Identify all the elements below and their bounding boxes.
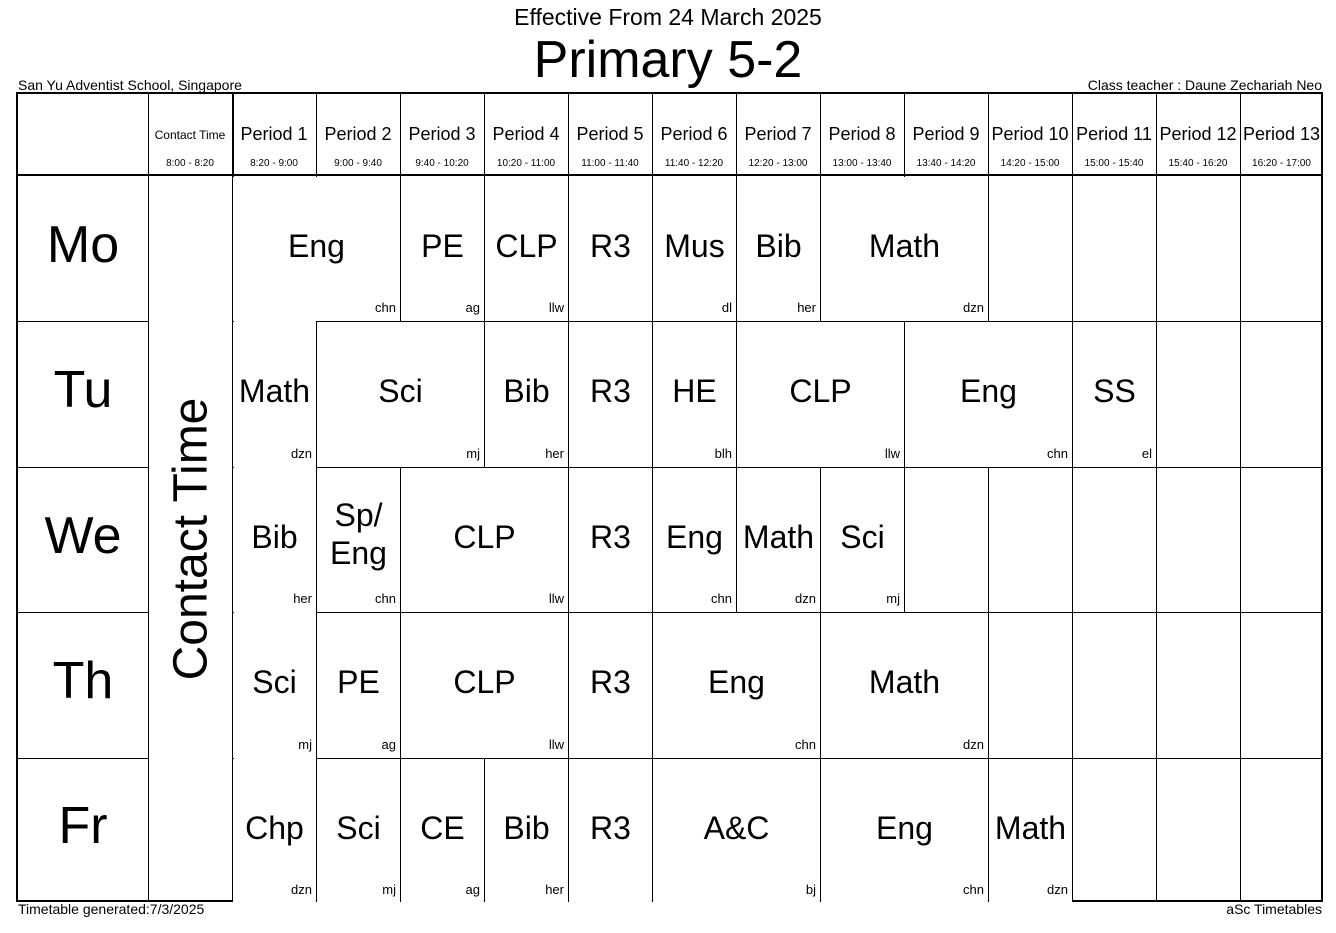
lesson-subject: SS [1093,373,1136,410]
lesson-subject: Bib [755,228,802,264]
grid-line [1240,94,1241,900]
lesson-subject: Math [742,518,815,555]
period-name: Period 6 [660,124,728,144]
period-header [1072,94,1156,174]
lesson-teacher: mj [466,445,480,461]
lesson-teacher: dzn [963,736,984,752]
lesson-teacher: bj [805,881,816,897]
lesson-cell [233,613,316,757]
period-header [148,94,232,174]
effective-date: Effective From 24 March 2025 [514,4,822,30]
lesson-teacher: chn [795,736,816,752]
period-name: Period 4 [492,124,560,144]
period-time: 12:20 - 13:00 [748,158,808,169]
lesson-subject: Chp [245,809,304,846]
lesson-subject: Eng [708,664,765,701]
lesson-teacher: blh [714,445,732,461]
lesson-subject: A&C [703,809,770,846]
lesson-subject: CLP [495,228,558,264]
lesson-subject: Sci [378,373,423,410]
lesson-subject: Math [994,809,1067,846]
lesson-cell [821,468,904,612]
grid-line [18,758,148,759]
lesson-subject: R3 [590,373,631,410]
lesson-cell [905,322,1072,466]
lesson-subject: R3 [590,664,631,701]
lesson-teacher: dzn [291,881,312,897]
grid-line [1072,94,1073,900]
lesson-subject: HE [672,373,717,410]
period-time: 8:20 - 9:00 [250,158,298,169]
lesson-subject: Sp/ Eng [330,496,387,571]
period-name: Period 13 [1242,124,1321,144]
lesson-teacher: dzn [291,445,312,461]
period-header [316,94,400,174]
lesson-teacher: dl [721,300,732,316]
lesson-cell [233,468,316,612]
lesson-teacher: her [797,300,816,316]
lesson-cell [233,759,316,903]
lesson-teacher: her [545,881,564,897]
period-time: 9:00 - 9:40 [334,158,382,169]
lesson-cell [653,613,820,757]
lesson-cell [317,322,484,466]
lesson-cell [485,759,568,903]
lesson-teacher: chn [1047,445,1068,461]
vendor-name: aSc Timetables [1226,901,1322,917]
timetable-grid [16,92,1323,902]
lesson-subject: Sci [840,518,885,555]
day-label: Tu [53,361,113,420]
period-header [1156,94,1240,174]
period-header [988,94,1072,174]
period-time: 13:40 - 14:20 [916,158,976,169]
period-header [232,94,316,174]
lesson-subject: Math [868,664,941,701]
lesson-subject: R3 [590,228,631,264]
period-header [568,94,652,174]
period-header [904,94,988,174]
lesson-teacher: chn [711,591,732,607]
lesson-subject: Eng [960,373,1017,410]
lesson-cell [569,468,652,612]
lesson-teacher: ag [381,736,396,752]
lesson-cell [737,468,820,612]
lesson-cell [401,759,484,903]
lesson-subject: CLP [789,373,852,410]
lesson-cell [317,613,400,757]
lesson-cell [737,322,904,466]
grid-line [148,94,149,900]
lesson-teacher: dzn [963,300,984,316]
period-header [484,94,568,174]
class-teacher: Class teacher : Daune Zechariah Neo [1087,77,1322,93]
lesson-teacher: ag [465,881,480,897]
lesson-subject: Sci [252,664,297,701]
lesson-cell [821,177,988,321]
lesson-teacher: chn [963,881,984,897]
period-name: Period 8 [828,124,896,144]
period-time: 8:00 - 8:20 [166,158,214,169]
period-time: 10:20 - 11:00 [496,158,556,169]
grid-line [18,321,148,322]
period-name: Period 5 [576,124,644,144]
period-header [736,94,820,174]
lesson-cell [821,613,988,757]
lesson-cell [401,177,484,321]
lesson-cell [653,322,736,466]
day-label: Mo [46,215,120,274]
grid-line [18,174,1323,176]
lesson-cell [569,322,652,466]
lesson-subject: Bib [503,809,550,846]
period-time: 14:20 - 15:00 [1000,158,1060,169]
lesson-subject: Bib [251,518,298,555]
grid-line [18,467,148,468]
contact-time-column [150,176,232,901]
lesson-teacher: chn [375,300,396,316]
lesson-cell [401,613,568,757]
lesson-cell [569,613,652,757]
period-time: 16:20 - 17:00 [1252,158,1311,169]
period-name: Period 9 [912,124,980,144]
lesson-cell [653,759,820,903]
lesson-teacher: her [545,445,564,461]
lesson-cell [401,468,568,612]
period-name: Period 2 [324,124,392,144]
lesson-cell [653,468,736,612]
lesson-cell [989,759,1072,903]
lesson-subject: CE [420,809,465,846]
period-time: 15:00 - 15:40 [1084,158,1144,169]
period-name: Period 11 [1076,124,1152,144]
period-header [652,94,736,174]
lesson-cell [317,468,400,612]
lesson-teacher: ag [465,300,480,316]
lesson-subject: PE [337,664,380,701]
class-title: Primary 5-2 [533,31,803,89]
lesson-subject: Math [238,373,311,410]
period-name: Period 10 [991,124,1069,144]
period-name: Period 3 [408,124,476,144]
lesson-subject: R3 [590,809,631,846]
lesson-cell [569,177,652,321]
day-label: Fr [58,797,108,856]
generated-date: Timetable generated:7/3/2025 [18,901,205,917]
contact-time-label: Contact Time [164,397,218,680]
period-name: Contact Time [154,128,226,142]
lesson-cell [485,177,568,321]
lesson-cell [653,177,736,321]
period-time: 9:40 - 10:20 [415,158,469,169]
lesson-subject: Sci [336,809,381,846]
lesson-teacher: el [1141,445,1152,461]
period-name: Period 7 [744,124,812,144]
lesson-subject: CLP [453,518,516,555]
lesson-subject: Bib [503,373,550,410]
lesson-cell [737,177,820,321]
lesson-teacher: mj [886,591,900,607]
lesson-subject: Eng [876,809,933,846]
lesson-cell [233,177,400,321]
period-time: 13:00 - 13:40 [832,158,892,169]
lesson-teacher: chn [375,591,396,607]
lesson-teacher: mj [382,881,396,897]
lesson-teacher: dzn [1047,881,1068,897]
lesson-cell [821,759,988,903]
lesson-cell [233,322,316,466]
school-name: San Yu Adventist School, Singapore [18,77,242,93]
period-header [820,94,904,174]
lesson-subject: Eng [288,228,345,264]
lesson-teacher: llw [884,445,900,461]
period-time: 11:00 - 11:40 [581,158,639,169]
lesson-teacher: llw [548,300,564,316]
lesson-cell [485,322,568,466]
period-name: Period 1 [240,124,308,144]
period-header [400,94,484,174]
lesson-teacher: mj [298,736,312,752]
lesson-cell [569,759,652,903]
period-header [1240,94,1323,174]
lesson-teacher: dzn [795,591,816,607]
period-time: 15:40 - 16:20 [1168,158,1228,169]
lesson-subject: Math [868,228,941,264]
period-time: 11:40 - 12:20 [664,158,724,169]
lesson-subject: R3 [590,518,631,555]
lesson-subject: Eng [666,518,723,555]
lesson-subject: Mus [664,228,725,264]
day-label: Th [52,651,114,710]
lesson-cell [317,759,400,903]
lesson-subject: PE [421,228,464,264]
lesson-teacher: llw [548,591,564,607]
lesson-teacher: her [293,591,312,607]
lesson-subject: CLP [453,664,516,701]
lesson-teacher: llw [548,736,564,752]
period-name: Period 12 [1159,124,1237,144]
lesson-cell [1073,322,1156,466]
grid-line [1156,94,1157,900]
grid-line [18,612,148,613]
day-label: We [44,506,122,565]
